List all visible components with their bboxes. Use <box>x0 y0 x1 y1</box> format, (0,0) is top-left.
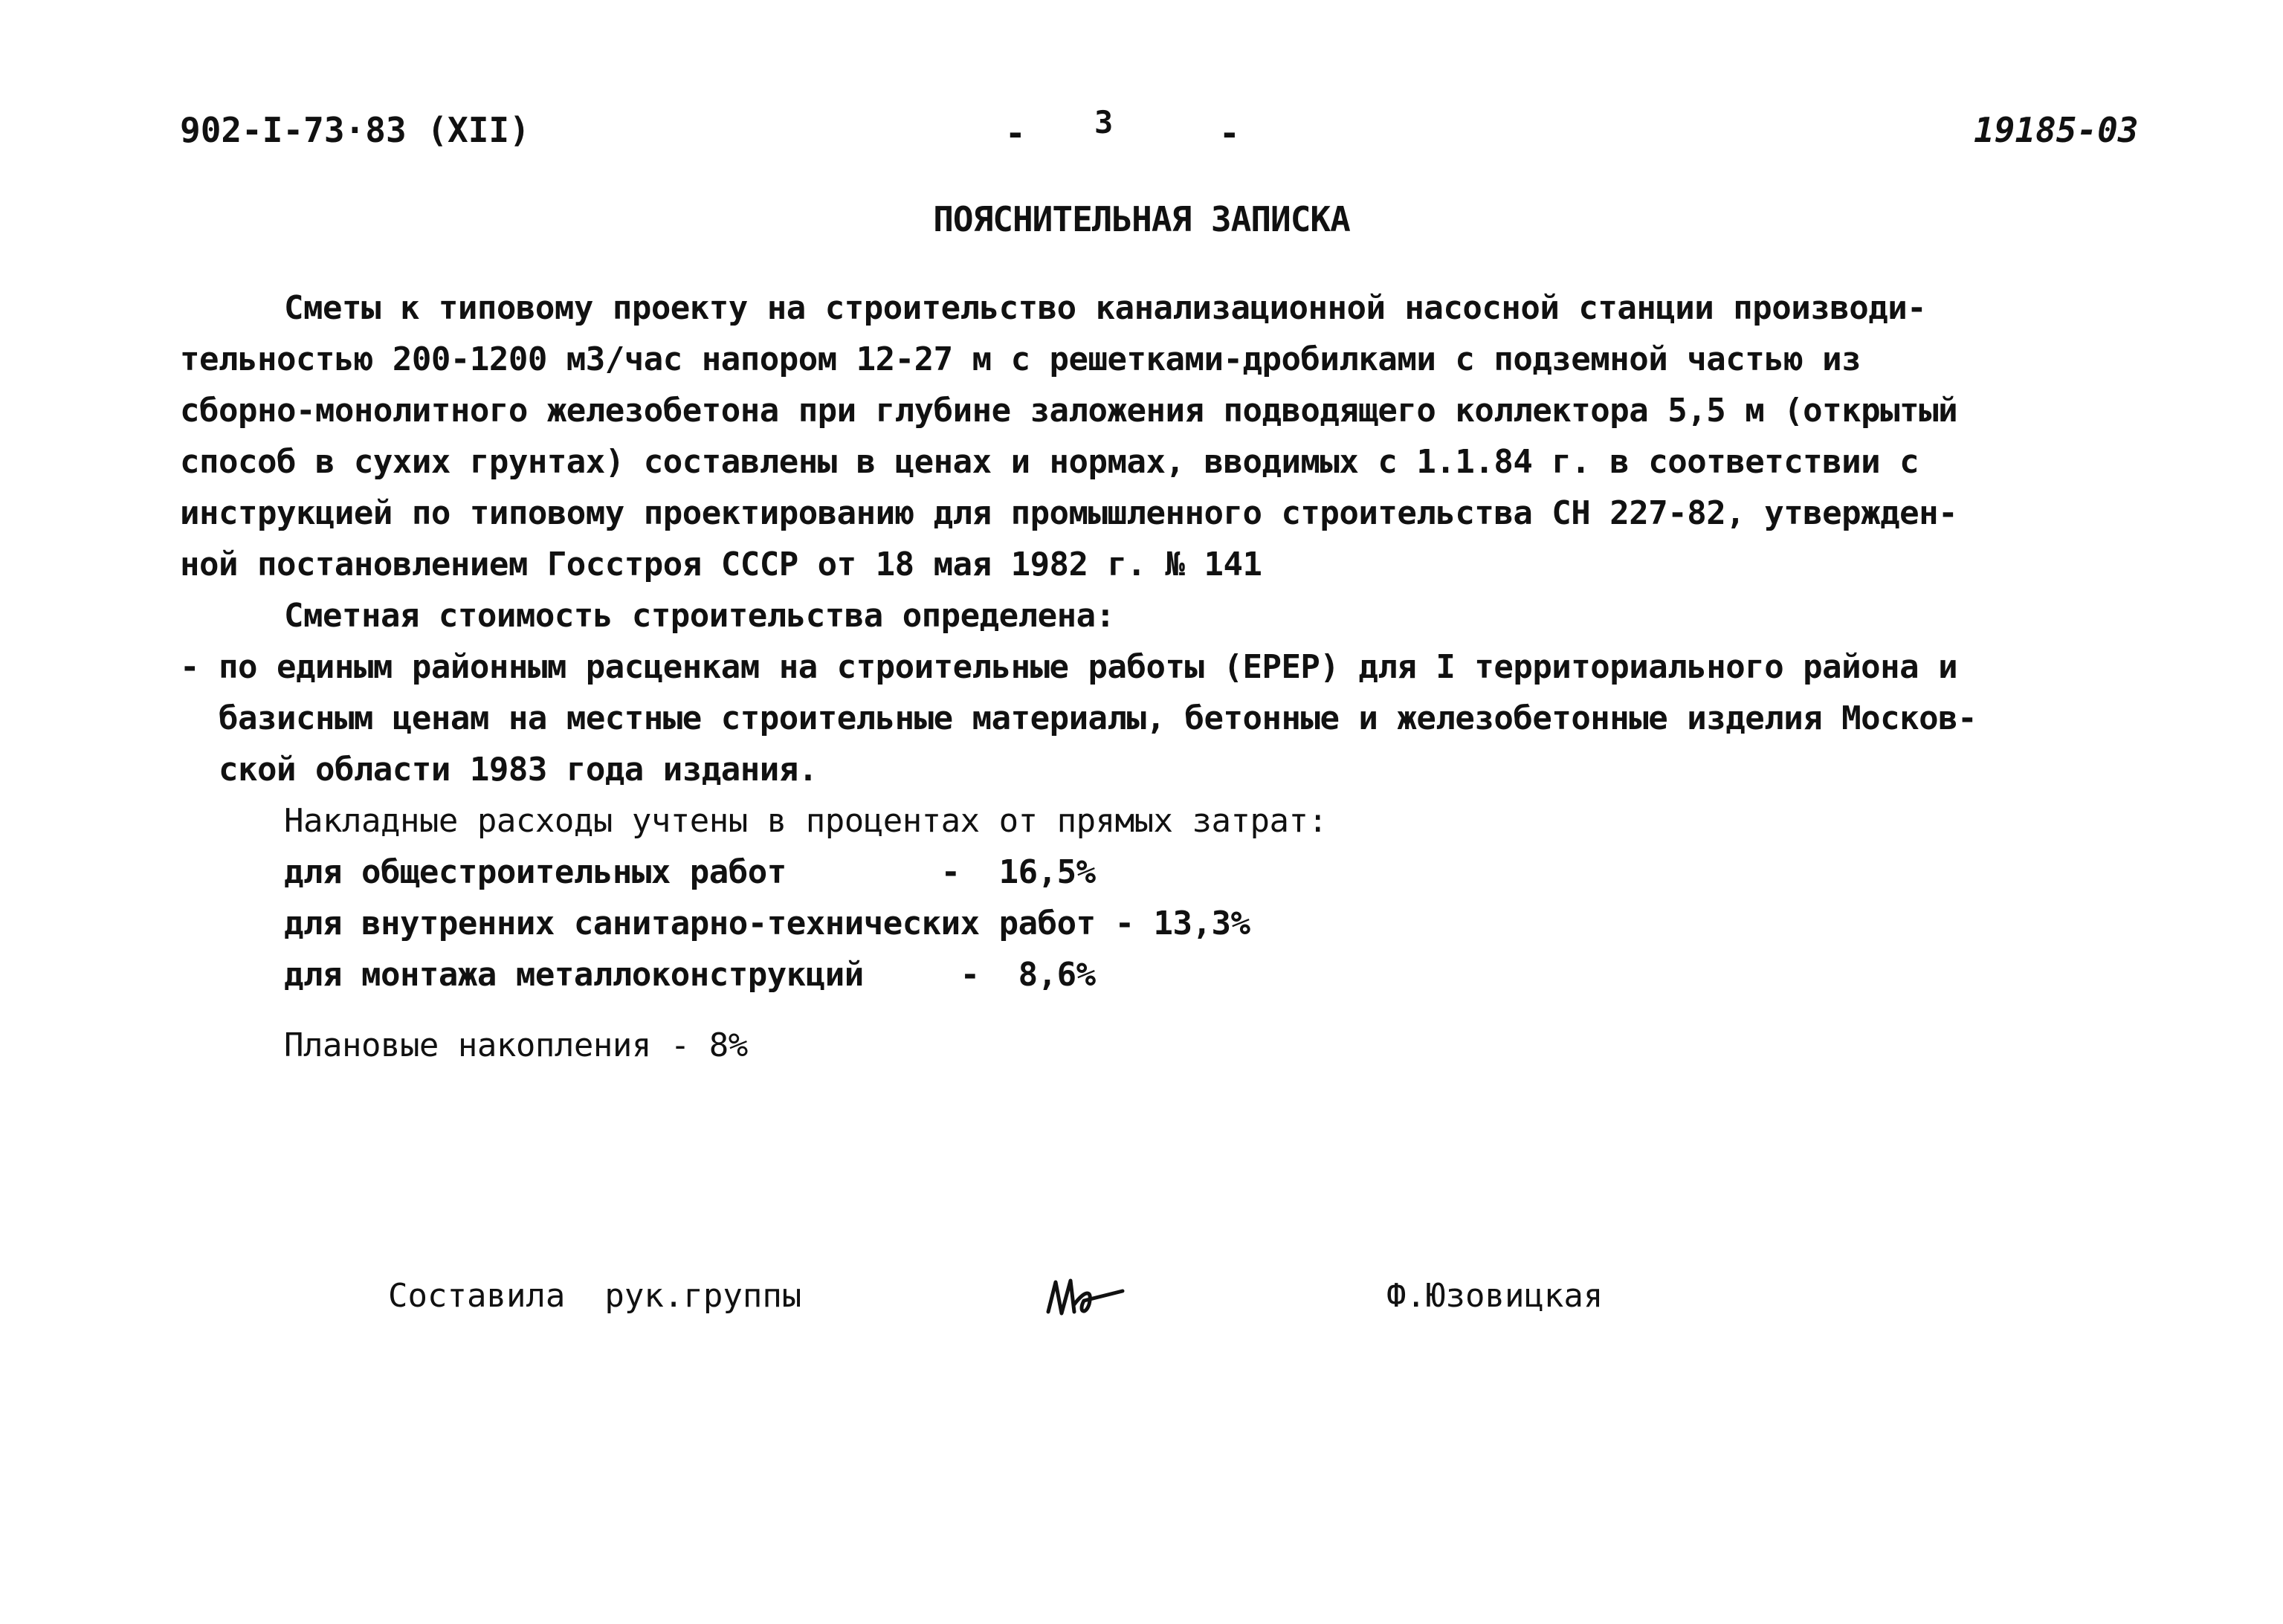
text-line: сборно-монолитного железобетона при глубине заложения подводящего коллектора 5,5 м (открытый <box>180 392 1958 430</box>
page-number: 3 <box>1094 104 1114 140</box>
overhead-rate-row: для общестроительных работ - 16,5% <box>284 853 1096 891</box>
page-title: ПОЯСНИТЕЛЬНАЯ ЗАПИСКА <box>933 199 1350 239</box>
overhead-rate-row: для монтажа металлоконструкций - 8,6% <box>284 956 1096 994</box>
page-number-dash-left: - <box>1005 113 1026 153</box>
signature-name: Ф.Юзовицкая <box>1386 1277 1604 1315</box>
paragraph-estimates <box>180 282 1957 590</box>
document-code: 902-I-73·83 (XII) <box>180 110 530 150</box>
text-line: ской области 1983 года издания. <box>219 751 818 789</box>
text-line: инструкцией по типовому проектированию для промышленного строительства СН 227-82, утвержден- <box>180 494 1958 532</box>
text-line: способ в сухих грунтах) составлены в ценах и нормах, вводимых с 1.1.84 г. в соответствии с <box>180 443 1919 481</box>
text-line: базисным ценам на местные строительные материалы, бетонные и железобетонные изделия Москов- <box>219 699 1977 737</box>
paragraph-cost: Сметная стоимость строительства определена: <box>284 597 1115 635</box>
text-line: ной постановлением Госстроя СССР от 18 мая 1982 г. № 141 <box>180 546 1262 583</box>
registration-number: 19185-03 <box>1974 110 2139 150</box>
overhead-intro: Накладные расходы учтены в процентах от прямых затрат: <box>284 802 1328 840</box>
overhead-rates-list <box>284 847 1250 1000</box>
bullet-item <box>180 641 1977 795</box>
page-number-dash-right: - <box>1219 113 1240 153</box>
text-line: Сметы к типовому проекту на строительство канализационной насосной станции производи- <box>284 289 1927 327</box>
text-line: тельностью 200-1200 м3/час напором 12-27 м с решетками-дробилками с подземной частью из <box>180 340 1861 378</box>
handwritten-signature <box>1033 1260 1137 1334</box>
signature-role: Составила рук.группы <box>388 1277 802 1315</box>
text-line: - по единым районным расценкам на строительные работы (ЕРЕР) для I территориального района и <box>180 648 1958 686</box>
planned-savings: Плановые накопления - 8% <box>284 1026 748 1064</box>
overhead-rate-row: для внутренних санитарно-технических работ - 13,3% <box>284 905 1250 942</box>
